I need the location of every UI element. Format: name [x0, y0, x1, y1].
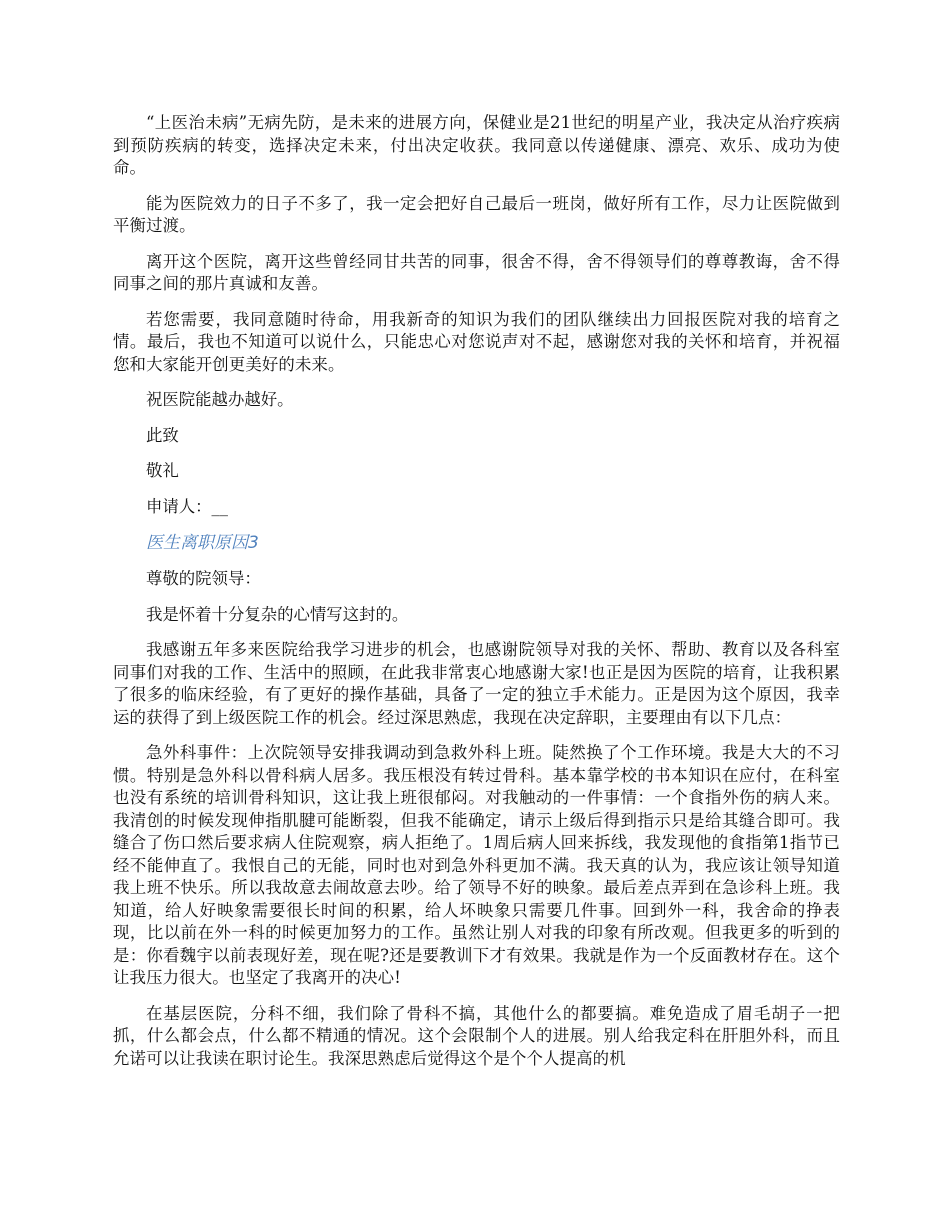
- paragraph-last-shift: 能为医院效力的日子不多了，我一定会把好自己最后一班岗，做好所有工作，尽力让医院做到平衡过渡。: [113, 193, 840, 235]
- letter-intro: 我是怀着十分复杂的心情写这封的。: [146, 604, 409, 624]
- paragraph-grassroots-hospital: 在基层医院，分科不细，我们除了骨科不搞，其他什么的都要搞。难免造成了眉毛胡子一把抓，什么都会点，什么都不精通的情况。这个会限制个人的进展。别人给我定科在肝胆外科，而且允诺可以让我读在职讨论生。我深思熟虑后觉得这个是个个人提高的机: [113, 1003, 840, 1068]
- document-page: [113, 112, 840, 1083]
- closing-wish: 祝医院能越办越好。: [146, 390, 294, 409]
- paragraph-leaving-colleagues: 离开这个医院，离开这些曾经同甘共苦的同事，很舍不得，舍不得领导们的尊尊教诲，舍不得同事之间的那片真诚和友善。: [113, 251, 840, 293]
- paragraph-standby: 若您需要，我同意随时待命，用我新奇的知识为我们的团队继续出力回报医院对我的培育之情。最后，我也不知道可以说什么，只能忠心对您说声对不起，感谢您对我的关怀和培育，并祝福您和大家能开创更美好的未来。: [113, 309, 840, 374]
- closing-salutation-2: 敬礼: [146, 461, 179, 480]
- closing-salutation-1: 此致: [146, 425, 179, 445]
- letter-greeting: 尊敬的院领导：: [146, 569, 261, 588]
- paragraph-prevention: “上医治未病”无病先防，是未来的进展方向，保健业是21世纪的明星产业，我决定从治疗疾病到预防疾病的转变，选择决定未来，付出决定收获。我同意以传递健康、漂亮、欢乐、成功为使命。: [113, 113, 840, 177]
- paragraph-emergency-surgery: 急外科事件：上次院领导安排我调动到急救外科上班。陡然换了个工作环境。我是大大的不习惯。特别是急外科以骨科病人居多。我压根没有转过骨科。基本靠学校的书本知识在应付，在科室也没有系统的培训骨科知识，这让我上班很郁闷。对我触动的一件事情：一个食指外伤的病人来。我清创的时候发现伸指肌腱可能断裂，但我不能确定，请示上级后得到指示只是给其缝合即可。我缝合了伤口然后要求病人住院观察，病人拒绝了。1周后病人回来拆线，我发现他的食指第1指节已经不能伸直了。我恨自己的无能，同时也对到急外科更加不满。我天真的认为，我应该让领导知道我上班不快乐。所以我故意去闹故意去吵。给了领导不好的映象。最后差点弄到在急诊科上班。我知道，给人好映象需要很长时间的积累，给人坏映象只需要几件事。回到外一科，我舍命的挣表现，比以前在外一科的时候更加努力的工作。虽然让别人对我的印象有所改观。但我更多的听到的是：你看魏宇以前表现好差，现在呢?还是要教训下才有效果。我就是作为一个反面教材存在。这个让我压力很大。也坚定了我离开的决心!: [113, 743, 840, 987]
- section-heading: 医生离职原因3: [146, 533, 259, 553]
- paragraph-gratitude: 我感谢五年多来医院给我学习进步的机会，也感谢院领导对我的关怀、帮助、教育以及各科室同事们对我的工作、生活中的照顾，在此我非常衷心地感谢大家!也正是因为医院的培育，让我积累了很多的临床经验，有了更好的操作基础，具备了一定的独立手术能力。正是因为这个原因，我幸运的获得了到上级医院工作的机会。经过深思熟虑，我现在决定辞职，主要理由有以下几点：: [113, 640, 840, 727]
- applicant-signature-line: 申请人：__: [146, 496, 228, 516]
